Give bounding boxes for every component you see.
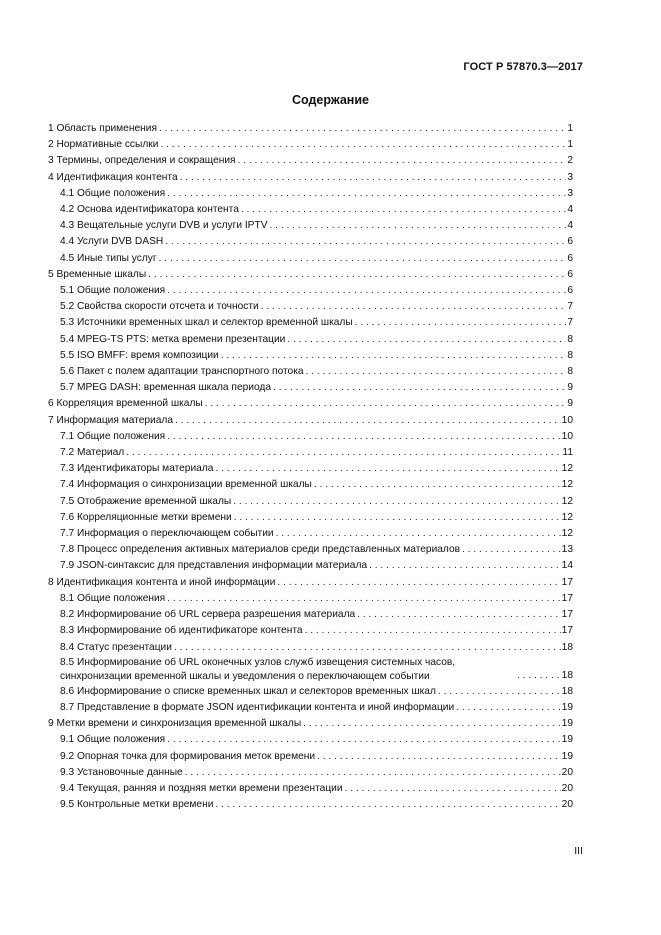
toc-entry[interactable] xyxy=(48,640,573,656)
toc-entry[interactable] xyxy=(48,267,573,283)
toc-entry[interactable] xyxy=(48,510,573,526)
toc-leader-dots xyxy=(462,542,561,558)
toc-entry[interactable] xyxy=(48,364,573,380)
toc-entry-page: 8 xyxy=(567,333,573,345)
toc-entry[interactable] xyxy=(48,494,573,510)
toc-entry[interactable] xyxy=(48,684,573,700)
toc-leader-dots xyxy=(270,218,567,234)
toc-entry-page: 6 xyxy=(567,252,573,264)
toc-entry[interactable] xyxy=(48,526,573,542)
toc-entry-title: 8.6 Информирование о списке временных шкал и селекторов временных шкал xyxy=(60,685,436,697)
toc-entry-page: 18 xyxy=(561,641,573,653)
toc-entry-title: 8.2 Информирование об URL сервера разрешения материала xyxy=(60,609,356,621)
toc-leader-dots xyxy=(185,765,561,781)
toc-entry-title: 8.5 Информирование об URL оконечных узлов служб извещения системных часов, синхронизации временной шкалы и уведомления о переключающем событии xyxy=(60,656,456,682)
toc-leader-dots xyxy=(167,186,566,202)
toc-entry[interactable] xyxy=(48,558,573,574)
toc-entry-title: 5.1 Общие положения xyxy=(60,285,166,297)
toc-entry-title: 5.6 Пакет с полем адаптации транспортного потока xyxy=(60,366,304,378)
toc-entry[interactable] xyxy=(48,542,573,558)
toc-entry[interactable] xyxy=(48,396,573,412)
toc-entry-page: 3 xyxy=(567,171,573,183)
document-code: ГОСТ Р 57870.3—2017 xyxy=(463,61,583,73)
toc-entry-title: 4.3 Вещательные услуги DVB и услуги IPTV xyxy=(60,220,268,232)
toc-entry-title: 7.9 JSON-синтаксис для представления информации материала xyxy=(60,560,368,572)
toc-entry-page: 18 xyxy=(561,685,573,697)
toc-leader-dots xyxy=(517,668,561,684)
toc-leader-dots xyxy=(273,380,566,396)
toc-leader-dots xyxy=(174,640,561,656)
toc-entry[interactable] xyxy=(48,477,573,493)
toc-entry-page: 17 xyxy=(561,592,573,604)
toc-entry[interactable] xyxy=(48,656,573,684)
page-number: III xyxy=(574,845,583,857)
toc-entry[interactable] xyxy=(48,299,573,315)
toc-entry[interactable] xyxy=(48,153,573,169)
toc-entry-page: 8 xyxy=(567,349,573,361)
toc-entry-title: 5.3 Источники временных шкал и селектор временной шкалы xyxy=(60,317,353,329)
toc-entry-page: 19 xyxy=(561,701,573,713)
toc-entry-title: 7.8 Процесс определения активных материалов среди представленных материалов xyxy=(60,544,461,556)
toc-entry-page: 7 xyxy=(567,317,573,329)
toc-leader-dots xyxy=(303,716,561,732)
toc-entry-title: 8.1 Общие положения xyxy=(60,592,166,604)
toc-entry[interactable] xyxy=(48,461,573,477)
toc-entry-page: 12 xyxy=(561,528,573,540)
toc-leader-dots xyxy=(148,267,566,283)
toc-leader-dots xyxy=(180,170,567,186)
toc-entry-page: 12 xyxy=(561,479,573,491)
toc-leader-dots xyxy=(238,153,567,169)
toc-leader-dots xyxy=(276,526,561,542)
toc-entry-title: 4.2 Основа идентификатора контента xyxy=(60,204,239,216)
toc-entry-page: 1 xyxy=(567,123,573,134)
table-of-contents xyxy=(48,121,573,813)
toc-entry[interactable] xyxy=(48,732,573,748)
toc-leader-dots xyxy=(159,121,566,137)
toc-entry-title: 5.5 ISO BMFF: время композиции xyxy=(60,349,219,361)
toc-entry-page: 19 xyxy=(561,750,573,762)
toc-leader-dots xyxy=(314,477,561,493)
toc-entry-title: 5.2 Свойства скорости отсчета и точности xyxy=(60,301,259,313)
toc-entry-title: 2 Нормативные ссылки xyxy=(48,139,159,151)
toc-entry-title: 5.7 MPEG DASH: временная шкала периода xyxy=(60,382,272,394)
toc-leader-dots xyxy=(167,591,560,607)
toc-entry[interactable] xyxy=(48,170,573,186)
toc-entry-title: 7.7 Информация о переключающем событии xyxy=(60,528,274,540)
toc-entry-page: 11 xyxy=(562,447,573,459)
toc-entry-page: 18 xyxy=(561,669,573,681)
toc-entry[interactable] xyxy=(48,716,573,732)
toc-entry[interactable] xyxy=(48,749,573,765)
toc-entry-title: 8.3 Информирование об идентификаторе контента xyxy=(60,625,303,637)
toc-entry-title: 4 Идентификация контента xyxy=(48,171,178,183)
toc-entry-page: 2 xyxy=(567,155,573,167)
toc-entry-page: 10 xyxy=(561,414,573,426)
toc-entry-title: 7.4 Информация о синхронизации временной шкалы xyxy=(60,479,312,491)
toc-entry-page: 10 xyxy=(561,430,573,442)
toc-leader-dots xyxy=(126,445,561,461)
toc-entry[interactable] xyxy=(48,413,573,429)
toc-entry[interactable] xyxy=(48,445,573,461)
toc-leader-dots xyxy=(215,797,560,813)
toc-entry-title: 9.4 Текущая, ранняя и поздняя метки времени презентации xyxy=(60,782,343,794)
toc-entry[interactable] xyxy=(48,202,573,218)
toc-leader-dots xyxy=(456,700,560,716)
toc-entry[interactable] xyxy=(48,121,573,137)
toc-entry-title: 5 Временные шкалы xyxy=(48,268,147,280)
toc-leader-dots xyxy=(159,251,567,267)
toc-leader-dots xyxy=(306,364,567,380)
toc-leader-dots xyxy=(215,461,560,477)
toc-entry[interactable] xyxy=(48,607,573,623)
toc-leader-dots xyxy=(355,315,567,331)
toc-entry-title: 6 Корреляция временной шкалы xyxy=(48,398,203,410)
toc-entry-title: 8.7 Представление в формате JSON идентификации контента и иной информации xyxy=(60,701,455,713)
toc-leader-dots xyxy=(167,732,560,748)
toc-entry[interactable] xyxy=(48,623,573,639)
toc-entry[interactable] xyxy=(48,186,573,202)
toc-entry-title: 7.2 Материал xyxy=(60,447,125,459)
toc-entry[interactable] xyxy=(48,380,573,396)
toc-entry[interactable] xyxy=(48,251,573,267)
toc-entry-page: 12 xyxy=(561,463,573,475)
toc-entry-page: 17 xyxy=(561,625,573,637)
toc-leader-dots xyxy=(221,348,567,364)
toc-entry-title: 9 Метки времени и синхронизация временной шкалы xyxy=(48,718,302,730)
toc-entry-page: 8 xyxy=(567,366,573,378)
toc-entry-page: 9 xyxy=(567,382,573,394)
toc-entry-title: 4.5 Иные типы услуг xyxy=(60,252,157,264)
toc-entry-page: 19 xyxy=(561,734,573,746)
toc-entry-page: 1 xyxy=(567,139,573,151)
toc-title: Содержание xyxy=(291,93,369,107)
toc-leader-dots xyxy=(167,429,560,445)
toc-entry[interactable] xyxy=(48,218,573,234)
toc-entry-page: 6 xyxy=(567,236,573,248)
toc-leader-dots xyxy=(357,607,560,623)
toc-entry[interactable] xyxy=(48,315,573,331)
toc-leader-dots xyxy=(233,494,560,510)
toc-entry-title: 7.1 Общие положения xyxy=(60,430,166,442)
toc-leader-dots xyxy=(205,396,567,412)
toc-entry[interactable] xyxy=(48,591,573,607)
toc-leader-dots xyxy=(287,332,566,348)
toc-entry-title: 8.4 Статус презентации xyxy=(60,641,172,653)
toc-entry[interactable] xyxy=(48,781,573,797)
toc-entry[interactable] xyxy=(48,575,573,591)
toc-leader-dots xyxy=(369,558,561,574)
toc-leader-dots xyxy=(175,413,561,429)
toc-leader-dots xyxy=(305,623,561,639)
toc-entry-page: 20 xyxy=(561,799,573,811)
toc-entry-title: 9.5 Контрольные метки времени xyxy=(60,799,214,811)
toc-entry-title: 5.4 MPEG-TS PTS: метка времени презентации xyxy=(60,333,286,345)
toc-entry-page: 4 xyxy=(567,220,573,232)
toc-entry-page: 7 xyxy=(567,301,573,313)
toc-entry-page: 14 xyxy=(561,560,573,572)
toc-entry-title: 1 Область применения xyxy=(48,123,157,134)
toc-entry[interactable] xyxy=(48,765,573,781)
toc-entry[interactable] xyxy=(48,700,573,716)
toc-entry[interactable] xyxy=(48,429,573,445)
toc-entry-page: 12 xyxy=(561,511,573,523)
toc-entry-title: 4.4 Услуги DVB DASH xyxy=(60,236,164,248)
toc-entry[interactable] xyxy=(48,348,573,364)
toc-entry-page: 20 xyxy=(561,782,573,794)
toc-entry-page: 9 xyxy=(567,398,573,410)
toc-entry-title: 4.1 Общие положения xyxy=(60,187,166,199)
toc-entry-page: 6 xyxy=(567,285,573,297)
toc-leader-dots xyxy=(241,202,566,218)
toc-leader-dots xyxy=(438,684,561,700)
toc-entry-title: 9.3 Установочные данные xyxy=(60,766,183,778)
toc-entry-page: 17 xyxy=(561,576,573,588)
toc-entry-title: 8 Идентификация контента и иной информации xyxy=(48,576,276,588)
toc-entry-title: 7 Информация материала xyxy=(48,414,173,426)
toc-entry[interactable] xyxy=(48,234,573,250)
toc-entry[interactable] xyxy=(48,332,573,348)
toc-leader-dots xyxy=(165,234,566,250)
toc-leader-dots xyxy=(160,137,566,153)
toc-leader-dots xyxy=(261,299,567,315)
toc-entry-page: 4 xyxy=(567,204,573,216)
toc-leader-dots xyxy=(167,283,566,299)
toc-entry-page: 12 xyxy=(561,495,573,507)
toc-entry-page: 19 xyxy=(561,718,573,730)
toc-entry-title: 3 Термины, определения и сокращения xyxy=(48,155,236,167)
toc-leader-dots xyxy=(345,781,561,797)
toc-entry-page: 6 xyxy=(567,268,573,280)
toc-leader-dots xyxy=(317,749,561,765)
toc-entry-page: 20 xyxy=(561,766,573,778)
toc-entry[interactable] xyxy=(48,137,573,153)
toc-entry-page: 17 xyxy=(561,609,573,621)
toc-entry[interactable] xyxy=(48,797,573,813)
toc-entry-page: 3 xyxy=(567,187,573,199)
toc-entry-title: 9.1 Общие положения xyxy=(60,734,166,746)
toc-leader-dots xyxy=(277,575,560,591)
toc-leader-dots xyxy=(234,510,561,526)
toc-entry-title: 7.5 Отображение временной шкалы xyxy=(60,495,232,507)
toc-entry-page: 13 xyxy=(561,544,573,556)
toc-entry-title: 9.2 Опорная точка для формирования меток времени xyxy=(60,750,316,762)
toc-entry-title: 7.3 Идентификаторы материала xyxy=(60,463,214,475)
toc-entry-title: 7.6 Корреляционные метки времени xyxy=(60,511,232,523)
toc-entry[interactable] xyxy=(48,283,573,299)
